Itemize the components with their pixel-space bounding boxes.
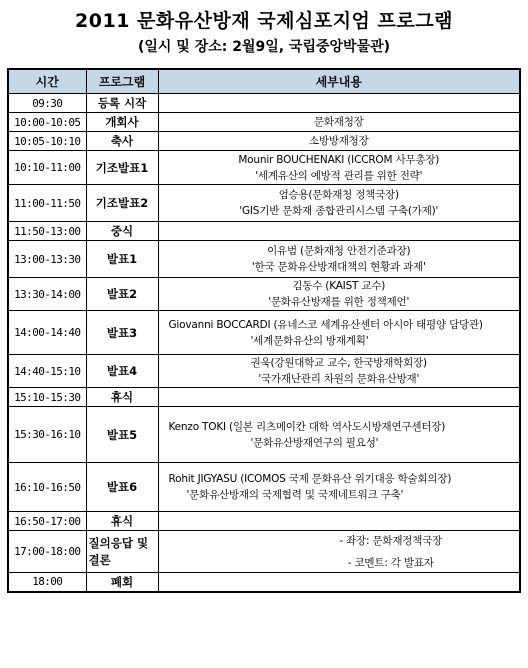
row-details: [158, 113, 520, 132]
detail-line: 소방방재청장: [308, 135, 369, 147]
row-details: [158, 222, 520, 241]
row-details: [158, 407, 520, 463]
row-time: 18:00: [8, 573, 86, 592]
row-time: 10:10-11:00: [8, 151, 86, 185]
row-program: 개회사: [86, 113, 158, 132]
detail-line: '세계문화유산의 방재계획': [250, 334, 369, 347]
schedule-rows: [8, 94, 520, 592]
detail-line: '국가재난관리 차원의 문화유산방재': [258, 373, 420, 385]
detail-line: - 코멘트: 각 발표자: [347, 556, 434, 569]
row-program: 기조발표2: [86, 185, 158, 222]
row-details: [158, 311, 520, 355]
document-subtitle: (일시 및 장소: 2월9일, 국립중앙박물관): [137, 39, 391, 55]
row-time: 10:05-10:10: [8, 132, 86, 151]
document-title: 2011 문화유산방재 국제심포지엄 프로그램: [75, 10, 453, 32]
column-header-time: 시간: [8, 69, 86, 94]
table-header-row: [8, 69, 520, 94]
table-row: [8, 132, 520, 151]
row-program: 발표1: [86, 241, 158, 278]
detail-line: Kenzo TOKI (일본 리츠메이칸 대학 역사도시방재연구센터장): [168, 420, 446, 433]
detail-line: 이유범 (문화재청 안전기준과장): [267, 245, 411, 257]
row-time: 11:00-11:50: [8, 185, 86, 222]
detail-line: '문화유산방재의 국제협력 및 국제네트워크 구축': [186, 489, 404, 501]
row-program: 축사: [86, 132, 158, 151]
column-header-details: 세부내용: [158, 69, 520, 94]
column-header-program: 프로그램: [86, 69, 158, 94]
detail-line: '문화유산방재연구의 필요성': [250, 436, 379, 449]
row-details: [158, 531, 520, 573]
row-details: [158, 278, 520, 311]
table-row: [8, 241, 520, 278]
row-time: 16:50-17:00: [8, 512, 86, 531]
row-time: 14:40-15:10: [8, 355, 86, 388]
table-row: [8, 573, 520, 592]
row-program: 등록 시작: [86, 94, 158, 113]
row-program: 중식: [86, 222, 158, 241]
row-details: [158, 151, 520, 185]
table-row: [8, 151, 520, 185]
row-time: 14:00-14:40: [8, 311, 86, 355]
detail-line: '세계유산의 예방적 관리를 위한 전략': [255, 169, 423, 182]
row-details: [158, 241, 520, 278]
row-program: 발표3: [86, 311, 158, 355]
table-row: [8, 278, 520, 311]
detail-line: 권욱(강원대학교 교수, 한국방재학회장): [250, 357, 427, 369]
row-program: 폐회: [86, 573, 158, 592]
row-program: 발표6: [86, 463, 158, 512]
row-program: 발표5: [86, 407, 158, 463]
detail-line: 'GIS기반 문화재 종합관리시스템 구축(가제)': [239, 205, 439, 217]
row-details: [158, 355, 520, 388]
table-row: [8, 407, 520, 463]
row-time: 15:30-16:10: [8, 407, 86, 463]
detail-line: 엄승용(문화재청 정책국장): [278, 189, 399, 201]
table-row: [8, 355, 520, 388]
row-details: [158, 512, 520, 531]
row-time: 13:30-14:00: [8, 278, 86, 311]
detail-line: Giovanni BOCCARDI (유네스코 세계유산센터 아시아 태평양 담당관): [168, 318, 483, 331]
row-time: 16:10-16:50: [8, 463, 86, 512]
row-program: 휴식: [86, 388, 158, 407]
row-details: [158, 185, 520, 222]
row-details: [158, 132, 520, 151]
detail-line: 문화재청장: [313, 116, 364, 128]
table-row: [8, 531, 520, 573]
table-row: [8, 388, 520, 407]
table-row: [8, 222, 520, 241]
detail-line: '한국 문화유산방재대책의 현황과 과제': [251, 261, 426, 273]
table-row: [8, 94, 520, 113]
table-row: [8, 113, 520, 132]
row-time: 09:30: [8, 94, 86, 113]
row-time: 10:00-10:05: [8, 113, 86, 132]
row-program: 발표2: [86, 278, 158, 311]
row-program: 휴식: [86, 512, 158, 531]
detail-line: - 좌장: 문화재정책국장: [339, 534, 443, 547]
table-row: [8, 512, 520, 531]
detail-line: Rohit JIGYASU (ICOMOS 국제 문화유산 위기대응 학술회의장): [168, 473, 452, 485]
row-time: 15:10-15:30: [8, 388, 86, 407]
row-details: [158, 388, 520, 407]
row-details: [158, 94, 520, 113]
row-details: [158, 573, 520, 592]
row-time: 13:00-13:30: [8, 241, 86, 278]
table-row: [8, 463, 520, 512]
table-row: [8, 311, 520, 355]
schedule-table: [7, 68, 521, 593]
row-details: [158, 463, 520, 512]
detail-line: '문화유산방재를 위한 정책제언': [268, 296, 410, 308]
table-row: [8, 185, 520, 222]
row-program: 발표4: [86, 355, 158, 388]
row-time: 17:00-18:00: [8, 531, 86, 573]
row-program: 질의응답 및 결론: [86, 531, 158, 573]
row-program: 기조발표1: [86, 151, 158, 185]
row-time: 11:50-13:00: [8, 222, 86, 241]
detail-line: 김동수 (KAIST 교수): [292, 280, 386, 292]
detail-line: Mounir BOUCHENAKI (ICCROM 사무총장): [238, 153, 440, 166]
